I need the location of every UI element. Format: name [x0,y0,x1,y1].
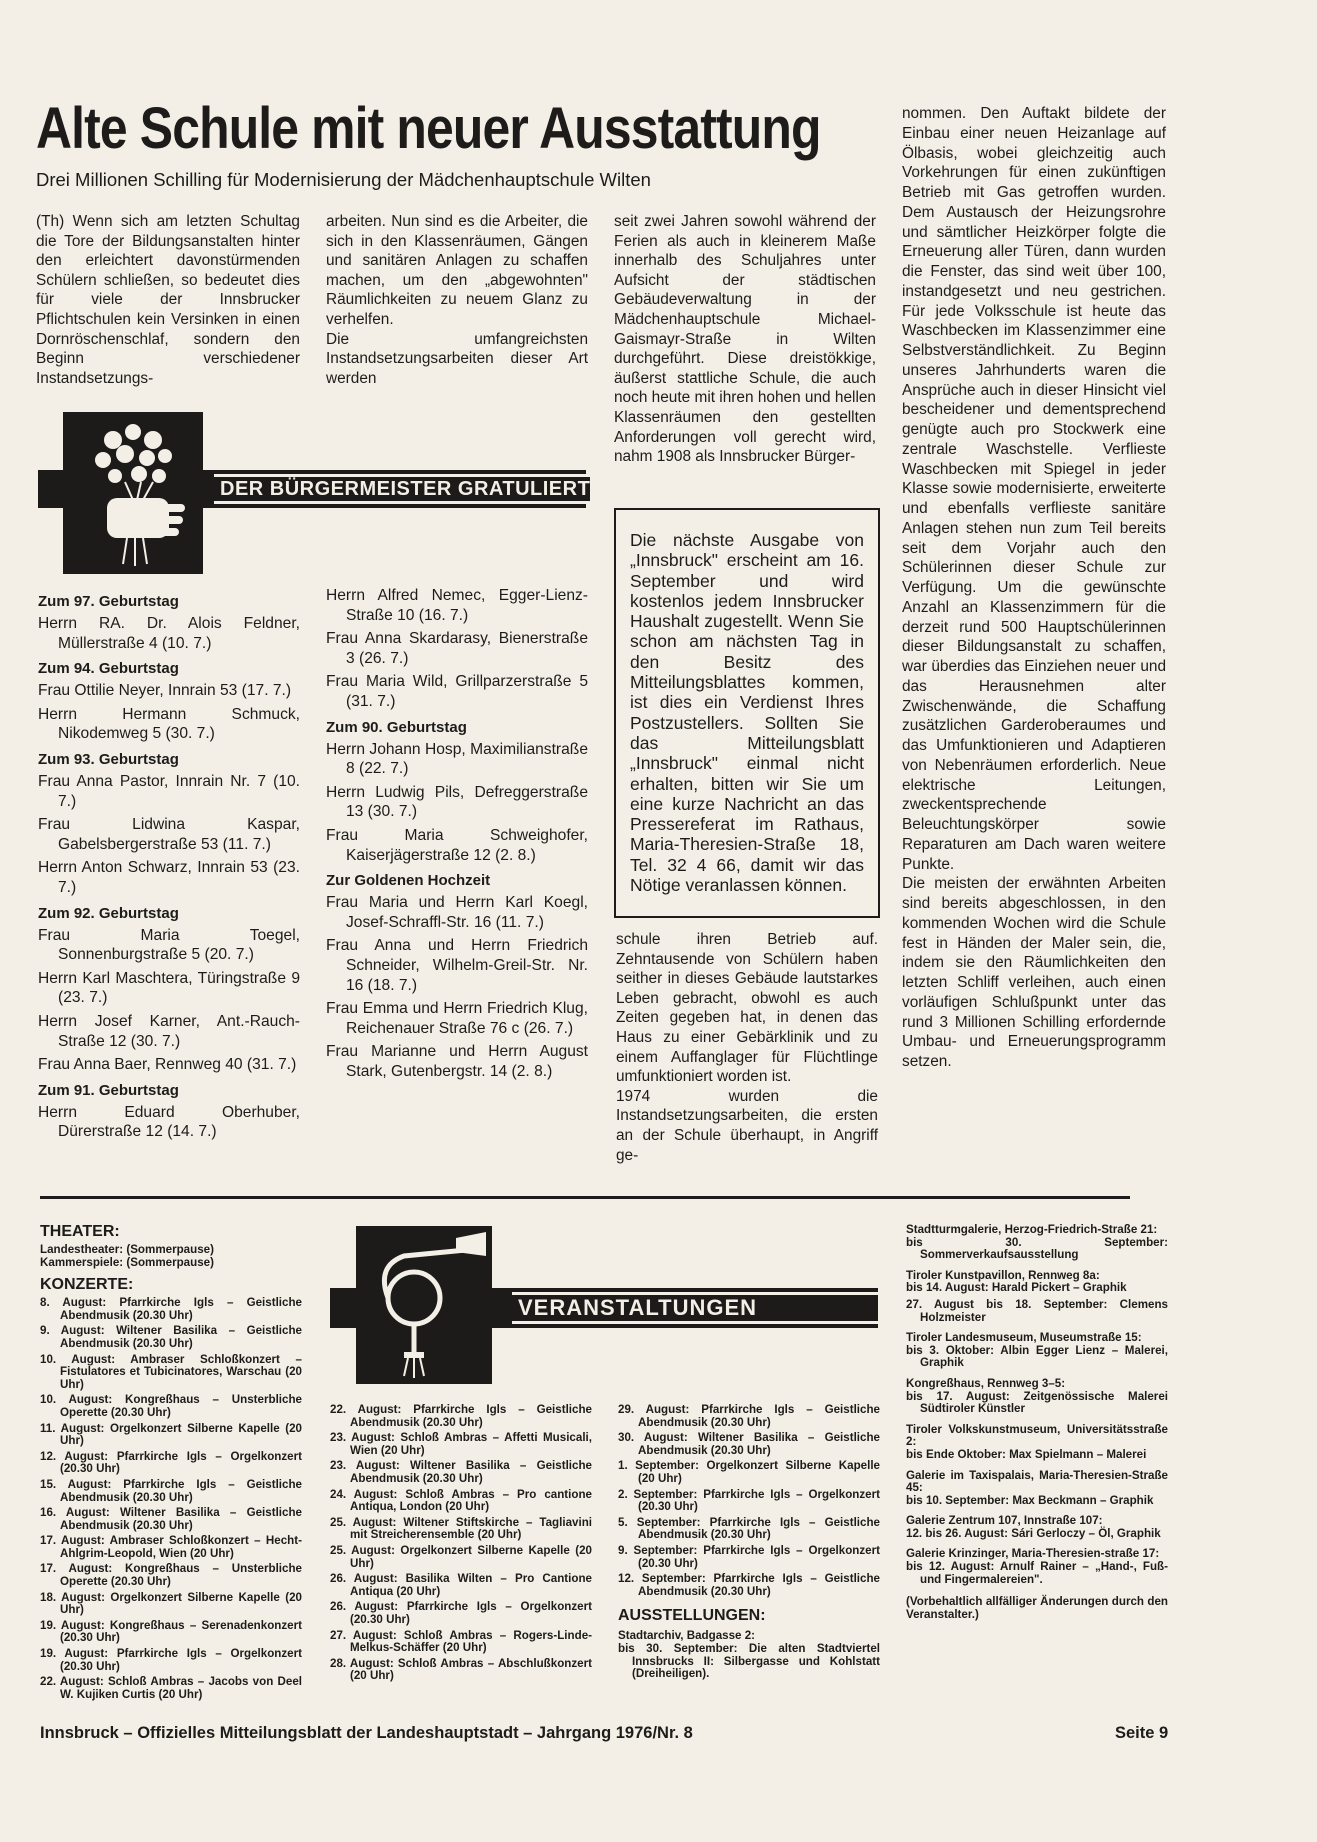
exhibition-venue: Kongreßhaus, Rennweg 3–5: [906,1376,1066,1390]
concert-entry: 9. August: Wiltener Basilika – Geistliche Abendmusik (20.30 Uhr) [40,1324,302,1350]
concert-entry: 12. September: Pfarrkirche Igls – Geistliche Abendmusik (20.30 Uhr) [618,1572,880,1598]
birthday-heading: Zum 93. Geburtstag [38,750,179,768]
exhibition-venue-block [906,1515,1168,1540]
exhibition-entry: bis 30. September: Sommerverkaufsausstellung [906,1235,1168,1262]
article-paragraph: nommen. Den Auftakt bildete der Einbau einer neuen Heizanlage auf Ölbasis, wobei gleichzeitig auch Vorkehrungen für einen zukünftigen Betrieb mit Gas getroffen wurden. Dem Austausch der Heizungsrohre und sämtlicher Heizkörper folgte die Erneuerung aller Türen, dann wurden die Fenster, das sind weit über 100, instandgesetzt und neu gestrichen. Für jede Volksschule ist heute das Waschbecken im Klassenzimmer eine Selbstverständlichkeit. Zu Beginn unseres Jahrhunderts waren die Ansprüche auch in dieser Hinsicht viel bescheidener und dementsprechend genügte auch pro Stockwerk eine zentrale Waschstelle. Verflieste Waschbecken mit Spiegel in jeder Klasse sowie modernisierte, erweiterte und ebenfalls verflieste sanitäre Anlagen stehen nun zum Teil bereits seit dem Vorjahr auch den Schülerinnen dieser Schule zur Verfügung. Um die gewünschte Anzahl an Klassenzimmern für die derzeit rund 500 Hauptschülerinnen dieser Bildungsanstalt zu schaffen, war überdies das Einziehen neuer und das Herausnehmen alter Zwischenwände, die Schaffung zusätzlichen Garderoberaumes und das Umfunktionieren und Adaptieren von Nebenräumen erforderlich. Neue elektrische Leitungen, zweckentsprechende Beleuchtungskörper sowie Reparaturen am Dach waren weitere Punkte. [902,105,1166,873]
exhibition-venue: Tiroler Kunstpavillon, Rennweg 8a: [906,1268,1100,1282]
theater-entry: Kammerspiele: (Sommerpause) [40,1255,214,1269]
notice-box [614,508,880,918]
birthday-entry: Frau Anna und Herrn Friedrich Schneider, Wilhelm-Greil-Str. Nr. 16 (18. 7.) [326,937,588,994]
article-paragraph: seit zwei Jahren sowohl während der Ferien als auch in kleinerem Maße innerhalb des Schuljahres unter Aufsicht der städtischen Gebäudeverwaltung in der Mädchenhauptschule Michael-Gaismayr-Straße in Wilten durchgeführt. Diese dreistökkige, äußerst stattliche Schule, die auch noch heute mit ihren hohen und hellen Klassenräumen den gestellten Anforderungen voll gerecht wird, nahm 1908 als Innsbrucker Bürger- [614,213,876,466]
birthday-entry: Frau Marianne und Herrn August Stark, Gutenbergstr. 14 (2. 8.) [326,1043,588,1080]
concert-entry: 17. August: Kongreßhaus – Unsterbliche Operette (20.30 Uhr) [40,1562,302,1589]
concert-entry: 25. August: Wiltener Stiftskirche – Tagliavini mit Streicherensemble (20 Uhr) [330,1515,592,1542]
concert-entry: 11. August: Orgelkonzert Silberne Kapelle (20 Uhr) [40,1421,302,1448]
flower-bouquet-icon [63,412,203,574]
article-col4 [902,104,1166,1072]
birthday-heading: Zum 90. Geburtstag [326,718,467,736]
theater-entry: Landestheater: (Sommerpause) [40,1243,214,1256]
notice-text: Die nächste Ausgabe von „Innsbruck" erscheint am 16. September und wird kostenlos jedem Innsbrucker Haushalt zugestellt. Wenn Sie schon am nächsten Tag in den Besitz des Mitteilungsblattes kommen, ist dies ein Verdienst Ihres Postzustellers. Sollten Sie das Mitteilungsblatt „Innsbruck" einmal nicht erhalten, bitten wir Sie um eine kurze Nachricht an das Pressereferat im Rathaus, Maria-Theresien-Straße 18, Tel. 32 4 66, damit wir das Nötige veranlassen können. [630,530,864,896]
exhibition-venue: Galerie Zentrum 107, Innstraße 107: [906,1514,1103,1528]
concert-entry: 10. August: Kongreßhaus – Unsterbliche Operette (20.30 Uhr) [40,1393,302,1419]
concert-entry: 23. August: Wiltener Basilika – Geistliche Abendmusik (20.30 Uhr) [330,1459,592,1485]
concert-entry: 5. September: Pfarrkirche Igls – Geistliche Abendmusik (20.30 Uhr) [618,1515,880,1542]
concert-entry: 25. August: Orgelkonzert Silberne Kapelle (20 Uhr) [330,1543,592,1570]
exhibition-venue: Stadtarchiv, Badgasse 2: [618,1629,756,1643]
exhibition-venue: Galerie im Taxispalais, Maria-Theresien-Straße 45: [906,1468,1168,1495]
concert-entry: 22. August: Pfarrkirche Igls – Geistliche Abendmusik (20.30 Uhr) [330,1403,592,1429]
concert-entry: 29. August: Pfarrkirche Igls – Geistliche Abendmusik (20.30 Uhr) [618,1403,880,1429]
birthday-entry: Herrn Eduard Oberhuber, Dürerstraße 12 (14. 7.) [38,1103,300,1141]
section-divider [40,1196,1130,1199]
birthday-entry: Herrn Josef Karner, Ant.-Rauch-Straße 12 (30. 7.) [38,1012,300,1050]
article-col3-continued [616,930,878,1165]
events-col1 [40,1222,302,1704]
concert-entry: 17. August: Ambraser Schloßkonzert – Hecht-Ahlgrim-Leopold, Wien (20 Uhr) [40,1534,302,1560]
article-headline: Alte Schule mit neuer Ausstattung [36,96,821,161]
concert-entry: 19. August: Kongreßhaus – Serenadenkonzert (20.30 Uhr) [40,1618,302,1645]
birthday-banner-title: DER BÜRGERMEISTER GRATULIERTE [214,474,590,504]
exhibition-entry: 12. bis 26. August: Sári Gerloczy – Öl, Graphik [906,1526,1161,1540]
exhibition-venue: Tiroler Landesmuseum, Museumstraße 15: [906,1331,1142,1345]
concert-entry: 28. August: Schloß Ambras – Abschlußkonzert (20 Uhr) [330,1656,592,1683]
birthday-heading: Zur Goldenen Hochzeit [326,872,491,890]
birthday-entry: Frau Maria Toegel, Sonnenburgstraße 5 (20. 7.) [38,926,300,964]
birthday-list-col2 [326,586,588,1085]
concert-entry: 16. August: Wiltener Basilika – Geistliche Abendmusik (20.30 Uhr) [40,1506,302,1532]
birthday-list-col1 [38,586,300,1146]
concerts-heading: KONZERTE: [40,1276,134,1294]
exhibitions-col4 [906,1224,1168,1625]
birthday-entry: Frau Lidwina Kaspar, Gabelsbergerstraße 53 (11. 7.) [38,816,300,853]
birthday-entry: Frau Ottilie Neyer, Innrain 53 (17. 7.) [38,682,292,700]
exhibition-entry: bis 14. August: Harald Pickert – Graphik [906,1281,1127,1295]
exhibition-venue-block [906,1470,1168,1508]
birthday-entry: Herrn Johann Hosp, Maximilianstraße 8 (22. 7.) [326,740,588,778]
exhibition-venue-block [906,1332,1168,1370]
birthday-heading: Zum 94. Geburtstag [38,660,179,678]
exhibition-venue: Galerie Krinzinger, Maria-Theresien-straße 17: [906,1547,1160,1561]
article-paragraph: Die meisten der erwähnten Arbeiten sind bereits abgeschlossen, in den kommenden Wochen wird die Schule fest in Händen der Maler sein, die, indem sie den Räumlichkeiten den letzten Schliff verleihen, auch einen vorläufigen Schlußpunkt unter das rund 3 Millionen Schilling erfordernde Umbau- und Erneuerungsprogramm setzen. [902,875,1166,1070]
birthday-banner-block [63,412,203,574]
exhibition-entry: 27. August bis 18. September: Clemens Holzmeister [906,1297,1168,1324]
events-disclaimer: (Vorbehaltlich allfälliger Änderungen durch den Veranstalter.) [906,1595,1168,1621]
article-paragraph: schule ihren Betrieb auf. Zehntausende von Schülern haben seither in dieses Gebäude lautstarkes Leben gebracht, obwohl es auch Zeiten gegeben hat, in denen das Haus zu einer Gebärklinik und zu einem Auffanglager für Flüchtlinge umfunktioniert worden ist. [616,931,878,1086]
exhibition-venue: Stadtturmgalerie, Herzog-Friedrich-Straße 21: [906,1223,1158,1236]
concert-entry: 15. August: Pfarrkirche Igls – Geistliche Abendmusik (20.30 Uhr) [40,1477,302,1504]
article-paragraph: (Th) Wenn sich am letzten Schultag die Tore der Bildungsanstalten hinter den erleichtert davonstürmenden Schülern schließen, so bedeutet dies für viele der Innsbrucker Pflichtschulen kein Versinken in einen Dornröschenschlaf, sondern den Beginn verschiedener Instandsetzungs- [36,213,300,387]
events-banner-block [356,1226,492,1384]
concerts-list-col2 [330,1404,592,1686]
concert-entry: 18. August: Orgelkonzert Silberne Kapelle (20 Uhr) [40,1590,302,1617]
concert-entry: 30. August: Wiltener Basilika – Geistliche Abendmusik (20.30 Uhr) [618,1431,880,1457]
birthday-entry: Herrn Alfred Nemec, Egger-Lienz-Straße 10 (16. 7.) [326,587,588,624]
article-paragraph: 1974 wurden die Instandsetzungsarbeiten, die ersten an der Schule überhaupt, in Angriff ge- [616,1087,878,1164]
birthday-entry: Frau Maria Wild, Grillparzerstraße 5 (31. 7.) [326,673,588,710]
birthday-entry: Frau Anna Baer, Rennweg 40 (31. 7.) [38,1056,297,1074]
events-col3 [618,1404,880,1685]
article-col1 [36,212,300,388]
exhibition-venue-block [906,1224,1168,1262]
page-number: Seite 9 [1115,1724,1169,1742]
birthday-entry: Herrn Karl Maschtera, Türingstraße 9 (23. 7.) [38,969,300,1007]
exhibition-venue-block [618,1630,880,1680]
concert-entry: 23. August: Schloß Ambras – Affetti Musicali, Wien (20 Uhr) [330,1431,592,1457]
birthday-entry: Frau Maria und Herrn Karl Koegl, Josef-Schraffl-Str. 16 (11. 7.) [326,894,588,931]
birthday-entry: Frau Anna Pastor, Innrain Nr. 7 (10. 7.) [38,772,300,810]
concert-entry: 26. August: Pfarrkirche Igls – Orgelkonzert (20.30 Uhr) [330,1600,592,1626]
exhibition-entry: bis 10. September: Max Beckmann – Graphik [906,1493,1154,1507]
birthday-entry: Frau Emma und Herrn Friedrich Klug, Reichenauer Straße 76 c (26. 7.) [326,1000,588,1037]
exhibition-venue-block [906,1424,1168,1462]
concert-entry: 10. August: Ambraser Schloßkonzert – Fistulatores et Tubicinatores, Warschau (20 Uhr) [40,1352,302,1391]
exhibitions-heading: AUSSTELLUNGEN: [618,1607,766,1625]
exhibition-entry: bis 3. Oktober: Albin Egger Lienz – Malerei, Graphik [906,1343,1168,1370]
concert-entry: 27. August: Schloß Ambras – Rogers-Linde-Melkus-Schäffer (20 Uhr) [330,1628,592,1655]
birthday-entry: Herrn Anton Schwarz, Innrain 53 (23. 7.) [38,859,300,896]
theater-heading: THEATER: [40,1223,120,1240]
birthday-heading: Zum 92. Geburtstag [38,904,179,922]
birthday-entry: Herrn Hermann Schmuck, Nikodemweg 5 (30. 7.) [38,705,300,743]
concert-entry: 12. August: Pfarrkirche Igls – Orgelkonzert (20.30 Uhr) [40,1449,302,1476]
concert-entry: 22. August: Schloß Ambras – Jacobs von Deel W. Kujiken Curtis (20 Uhr) [40,1675,302,1701]
concert-entry: 1. September: Orgelkonzert Silberne Kapelle (20 Uhr) [618,1459,880,1485]
birthday-entry: Frau Maria Schweighofer, Kaiserjägerstraße 12 (2. 8.) [326,826,588,864]
concert-entry: 24. August: Schloß Ambras – Pro cantione Antiqua, London (20 Uhr) [330,1487,592,1514]
article-col3 [614,212,876,467]
concert-entry: 8. August: Pfarrkirche Igls – Geistliche Abendmusik (20.30 Uhr) [40,1296,302,1322]
exhibition-venue-block [906,1548,1168,1586]
article-paragraph: arbeiten. Nun sind es die Arbeiter, die sich in den Klassenräumen, Gängen und sanitären Anlagen zu schaffen machen, um den „abgewohnten" Räumlichkeiten zu neuem Glanz zu verhelfen. [326,213,588,328]
birthday-entry: Herrn Ludwig Pils, Defreggerstraße 13 (30. 7.) [326,783,588,821]
exhibition-venue: Tiroler Volkskunstmuseum, Universitätsstraße 2: [906,1422,1168,1449]
article-subhead: Drei Millionen Schilling für Modernisierung der Mädchenhauptschule Wilten [36,169,651,190]
concert-entry: 9. September: Pfarrkirche Igls – Orgelkonzert (20.30 Uhr) [618,1543,880,1570]
concerts-list-col1 [40,1297,302,1701]
events-banner-title: VERANSTALTUNGEN [512,1292,878,1324]
exhibition-entry: bis 12. August: Arnulf Rainer – „Hand-, Fuß- und Fingermalereien". [906,1560,1168,1586]
birthday-entry: Frau Anna Skardarasy, Bienerstraße 3 (26. 7.) [326,630,588,667]
birthday-heading: Zum 97. Geburtstag [38,593,179,610]
concert-entry: 2. September: Pfarrkirche Igls – Orgelkonzert (20.30 Uhr) [618,1487,880,1514]
birthday-heading: Zum 91. Geburtstag [38,1081,179,1099]
exhibition-entry: bis Ende Oktober: Max Spielmann – Malerei [906,1447,1147,1461]
post-horn-icon [356,1226,492,1384]
birthday-entry: Herrn RA. Dr. Alois Feldner, Müllerstraße 4 (10. 7.) [38,615,300,652]
concert-entry: 19. August: Pfarrkirche Igls – Orgelkonzert (20.30 Uhr) [40,1647,302,1673]
exhibition-venue-block [906,1378,1168,1416]
theater-list [40,1244,302,1269]
exhibition-entry: bis 17. August: Zeitgenössische Malerei Südtiroler Künstler [906,1389,1168,1416]
exhibition-venue-block [906,1270,1168,1324]
exhibition-entry: bis 30. September: Die alten Stadtviertel Innsbrucks II: Silbergasse und Kohlstatt (Dreiheiligen). [618,1641,880,1681]
article-paragraph: Die umfangreichsten Instandsetzungsarbeiten dieser Art werden [326,330,588,387]
article-col2 [326,212,588,388]
concert-entry: 26. August: Basilika Wilten – Pro Cantione Antiqua (20 Uhr) [330,1572,592,1598]
page-footer: Innsbruck – Offizielles Mitteilungsblatt der Landeshauptstadt – Jahrgang 1976/Nr. 8 [40,1724,693,1742]
